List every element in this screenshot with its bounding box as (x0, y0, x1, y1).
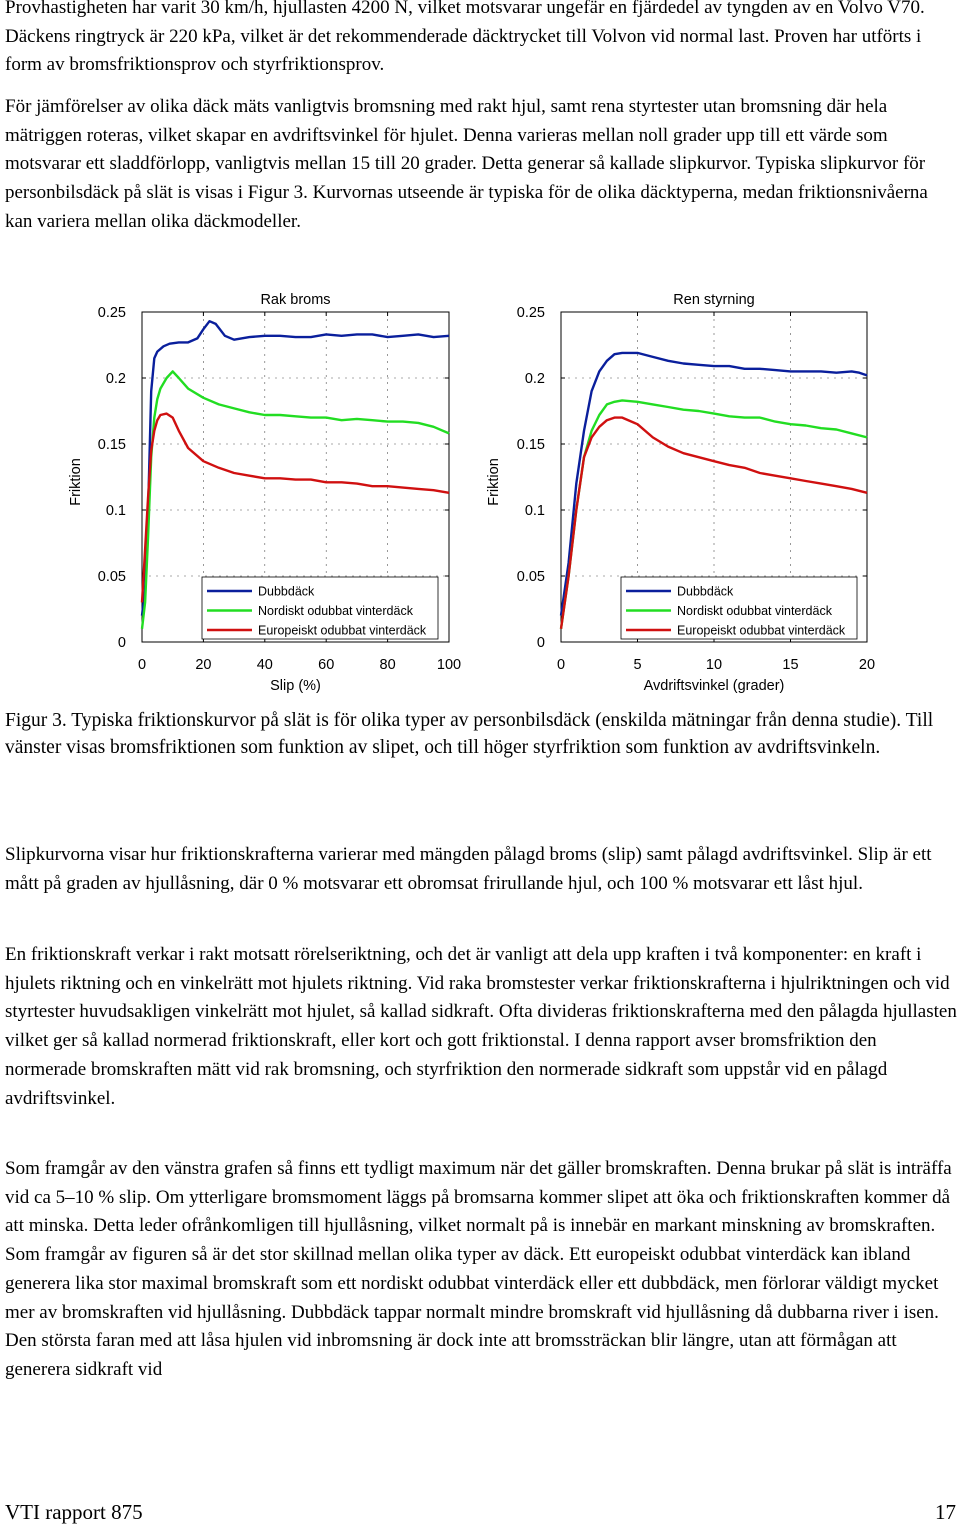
paragraph-comparison: För jämförelser av olika däck mäts vanligtvis bromsning med rakt hjul, samt rena styrtester utan bromsning där hela mätriggen roteras, vilket skapar en avdriftsvinkel för hjulet. Denna varieras mellan noll grader upp till ett värde som motsvarar ett sladdförlopp, vanligtvis mellan 15 till 20 grader. Detta generar så kallade slipkurvor. Typiska slipkurvor för personbilsdäck på slät is visas i Figur 3. Kurvornas utseende är typiska för de olika däcktyperna, medan friktionsnivåerna kan variera mellan olika däckmodeller. (5, 96, 928, 232)
x-axis-label: Avdriftsvinkel (grader) (643, 678, 785, 694)
x-tick-label: 0 (137, 657, 147, 673)
legend-label: Nordiskt odubbat vinterdäck (677, 604, 832, 618)
paragraph-intro: Provhastigheten har varit 30 km/h, hjullasten 4200 N, vilket motsvarar ungefär en fjärdedel av tyngden av en Volvo V70. Däckens ringtryck är 220 kPa, vilket är det rekommenderade däcktrycket till Volvon vid normal last. Proven har utförts i form av bromsfriktionsprov och styrfriktionsprov. (5, 0, 925, 76)
legend-label: Dubbdäck (677, 584, 734, 599)
y-tick-label: 0 (117, 635, 126, 651)
legend-label: Europeiskt odubbat vinterdäck (258, 623, 427, 638)
series-line-1 (142, 321, 449, 615)
y-axis-label: Friktion (68, 458, 84, 506)
y-tick-label: 0.05 (516, 569, 545, 585)
page-number: 17 (935, 1500, 956, 1524)
x-axis-label: Slip (%) (270, 678, 321, 694)
y-tick-label: 0.25 (516, 305, 545, 321)
chart-title: Rak broms (260, 292, 331, 308)
x-tick-label: 10 (705, 657, 723, 673)
paragraph-friction-force: En friktionskraft verkar i rakt motsatt rörelseriktning, och det är vanligt att dela upp kraften i två komponenter: en kraft i hjulets riktning och en vinkelrätt mot hjulets riktning. Vid raka bromstester verkar friktionskrafterna i hjulriktningen och vid styrtester huvudsakligen vinkelrätt mot hjulet, så kallad sidkraft. Ofta divideras friktionskrafterna med den pålagda hjullasten vilket ger så kallad normerad friktionskraft, eller kort och gott friktionstal. I denna rapport avser bromsfriktion den normerade bromskraften mätt vid rak bromsning, och styrfriktion den normerade sidkraft som uppstår vid en pålagd avdriftsvinkel. (5, 944, 957, 1109)
y-tick-label: 0.1 (105, 503, 126, 519)
x-tick-label: 100 (436, 657, 462, 673)
y-tick-label: 0.1 (524, 503, 545, 519)
x-tick-label: 5 (633, 657, 642, 673)
x-tick-label: 20 (858, 657, 876, 673)
y-tick-label: 0.15 (97, 437, 126, 453)
y-tick-label: 0.2 (105, 371, 126, 387)
x-tick-label: 40 (256, 657, 273, 673)
chart-steering (486, 292, 875, 694)
x-tick-label: 20 (195, 657, 212, 673)
x-tick-label: 15 (782, 657, 799, 673)
legend-label: Europeiskt odubbat vinterdäck (677, 623, 846, 638)
chart-title: Ren styrning (673, 292, 755, 308)
legend-label: Nordiskt odubbat vinterdäck (258, 604, 413, 618)
report-name: VTI rapport 875 (5, 1500, 143, 1524)
y-tick-label: 0 (536, 635, 545, 651)
paragraph-slip-curves: Slipkurvorna visar hur friktionskrafterna varierar med mängden pålagd broms (slip) samt pålagd avdriftsvinkel. Slip är ett mått på graden av hjullåsning, där 0 % motsvarar ett obromsat frirullande hjul, och 100 % motsvarar ett låst hjul. (5, 844, 932, 894)
x-tick-label: 0 (556, 657, 566, 673)
series-line-3 (142, 414, 449, 603)
legend-label: Dubbdäck (258, 584, 315, 599)
chart-braking (68, 292, 461, 694)
x-tick-label: 80 (379, 657, 396, 673)
y-tick-label: 0.05 (97, 569, 126, 585)
figure-caption: Figur 3. Typiska friktionskurvor på slät is för olika typer av personbilsdäck (enskilda mätningar från denna studie). Till vänster visas bromsfriktionen som funktion av slipet, och till höger styrfriktion som funktion av avdriftsvinkeln. (5, 710, 934, 758)
y-axis-label: Friktion (486, 458, 502, 506)
figure-3 (0, 270, 960, 700)
x-tick-label: 60 (318, 657, 335, 673)
paragraph-braking-maximum: Som framgår av den vänstra grafen så finns ett tydligt maximum när det gäller bromskraften. Denna brukar på slät is inträffa vid ca 5–10 % slip. Om ytterligare bromsmoment läggs på bromsarna kommer slipet att öka och friktionskraften kommer då att minska. Detta leder ofrånkomligen till hjullåsning, vilket normalt på is innebär en markant minskning av bromskraften. Som framgår av figuren så är det stor skillnad mellan olika typer av däck. Ett europeiskt odubbat vinterdäck kan ibland generera lika stor maximal bromskraft som ett nordiskt odubbat vinterdäck eller ett dubbdäck, men förlorar väldigt mycket mer av bromskraften vid hjullåsning. Dubbdäck tappar normalt mindre bromskraft vid hjullåsning då dubbarna river i isen. Den största faran med att låsa hjulen vid inbromsning är dock inte att bromssträckan blir längre, utan att förmågan att generera sidkraft vid (5, 1158, 952, 1380)
y-tick-label: 0.15 (516, 437, 545, 453)
y-tick-label: 0.25 (97, 305, 126, 321)
y-tick-label: 0.2 (524, 371, 545, 387)
